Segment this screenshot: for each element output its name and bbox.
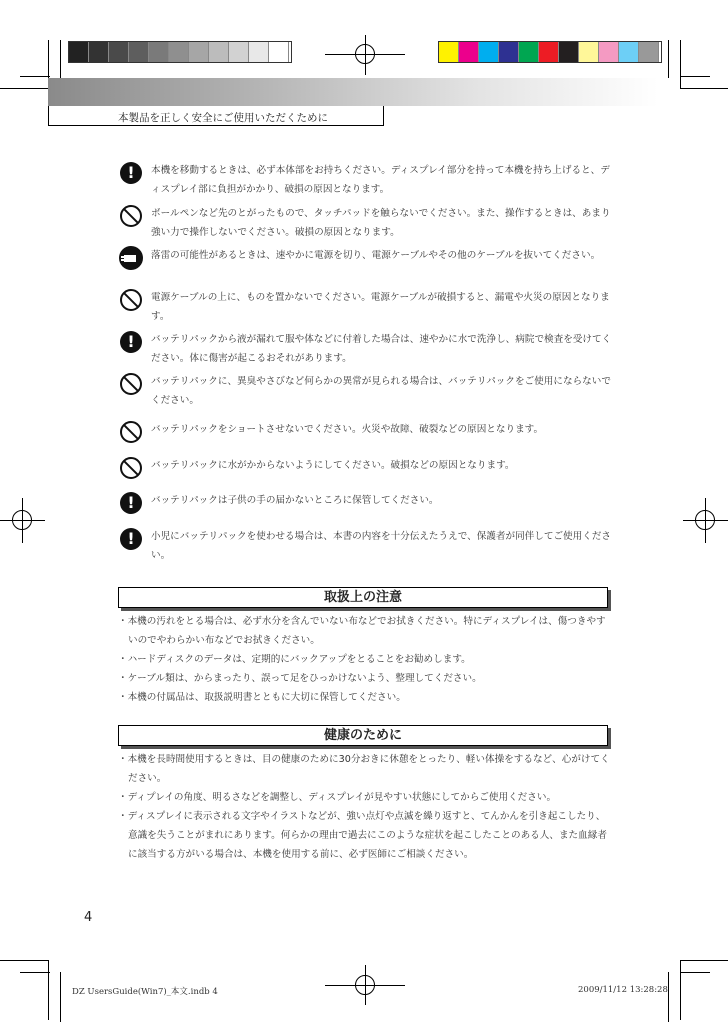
handling-list (118, 612, 612, 707)
exclamation-icon: ! (118, 490, 144, 516)
safety-text: ボールペンなど先のとがったもので、タッチパッドを触らないでください。また、操作するときは、あまり強い力で操作しないでください。破損の原因となります。 (151, 208, 611, 238)
safety-text: 本機を移動するときは、必ず本体部をお持ちください。ディスプレイ部分を持って本機を持ち上げると、ディスプレイ部に負担がかかり、破損の原因となります。 (151, 165, 610, 195)
color-swatch (439, 42, 459, 62)
color-bar (438, 41, 662, 63)
exclamation-icon: ! (118, 160, 144, 186)
prohibited-icon (118, 455, 144, 481)
registration-circle (355, 44, 375, 64)
list-item: ・ハードディスクのデータは、定期的にバックアップをとることをお勧めします。 (118, 654, 471, 665)
prohibited-icon (118, 371, 144, 397)
color-swatch (109, 42, 129, 62)
safety-text: バッテリパックに、異臭やさびなど何らかの異常が見られる場合は、バッテリパックをご使用にならないでください。 (151, 376, 611, 406)
color-swatch (459, 42, 479, 62)
safety-text: バッテリパックに水がかからないようにしてください。破損などの原因となります。 (151, 460, 515, 471)
crop-mark (680, 76, 710, 77)
crop-mark (680, 960, 681, 1020)
registration-circle (355, 975, 375, 995)
list-item: ・ディプレイの角度、明るさなどを調整し、ディスプレイが見やすい状態にしてからご使用ください。 (118, 792, 557, 803)
list-item: ・ディスプレイに表示される文字やイラストなどが、強い点灯や点滅を繰り返すと、てんかんを引き起こしたり、意識を失うことがまれにあります。何らかの理由で過去にこのような症状を起こしたことのある人、また血縁者に該当する方がいる場合は、本機を使用する前に、必ず医師にご相談ください。 (118, 811, 607, 860)
list-item: ・本機の汚れをとる場合は、必ず水分を含んでいない布などでお拭きください。特にディスプレイは、傷つきやすいのでやわらかい布などでお拭きください。 (118, 616, 606, 646)
list-item: ・本機の付属品は、取扱説明書とともに大切に保管してください。 (118, 692, 406, 703)
crop-mark (60, 40, 61, 78)
crop-mark (680, 972, 710, 973)
crop-mark (0, 88, 48, 89)
crop-mark (668, 972, 669, 1022)
crop-mark (48, 960, 49, 1020)
safety-text: バッテリパックから液が漏れて服や体などに付着した場合は、速やかに水で洗浄し、病院で検査を受けてください。体に傷害が起こるおそれがあります。 (151, 334, 612, 364)
health-list (118, 750, 612, 864)
unplug-icon (118, 245, 144, 271)
prohibited-icon (118, 287, 144, 313)
color-swatch (519, 42, 539, 62)
page-number: 4 (84, 910, 93, 925)
crop-mark (0, 960, 48, 961)
header-band (48, 78, 658, 106)
grayscale-bar (68, 41, 292, 63)
safety-text: 落雷の可能性があるときは、速やかに電源を切り、電源ケーブルやその他のケーブルを抜いてください。 (151, 250, 601, 261)
color-swatch (69, 42, 89, 62)
crop-mark (668, 40, 669, 78)
color-swatch (149, 42, 169, 62)
footer-timestamp: 2009/11/12 13:28:28 (578, 985, 668, 995)
safety-text: バッテリパックは子供の手の届かないところに保管してください。 (151, 495, 439, 506)
registration-circle (12, 510, 32, 530)
section-heading-health: 健康のために (118, 725, 608, 746)
color-swatch (559, 42, 579, 62)
safety-text: 小児にバッテリパックを使わせる場合は、本書の内容を十分伝えたうえで、保護者が同伴してご使用ください。 (151, 531, 612, 561)
crop-mark (680, 960, 728, 961)
list-item: ・ケーブル類は、からまったり、誤って足をひっかけないよう、整理してください。 (118, 673, 482, 684)
exclamation-icon: ! (118, 526, 144, 552)
color-swatch (579, 42, 599, 62)
color-swatch (599, 42, 619, 62)
color-swatch (539, 42, 559, 62)
footer-file: DZ UsersGuide(Win7)_本文.indb 4 (72, 987, 218, 997)
page-title: 本製品を正しく安全にご使用いただくために (118, 112, 328, 124)
registration-circle (695, 510, 715, 530)
prohibited-icon (118, 419, 144, 445)
color-swatch (269, 42, 289, 62)
color-swatch (619, 42, 639, 62)
crop-mark (20, 76, 50, 77)
list-item: ・本機を長時間使用するときは、目の健康のために30分おきに休憩をとったり、軽い体操をするなど、心がけてください。 (118, 754, 610, 784)
crop-mark (680, 88, 728, 89)
exclamation-icon: ! (118, 329, 144, 355)
color-swatch (129, 42, 149, 62)
crop-mark (60, 972, 61, 1022)
color-swatch (209, 42, 229, 62)
crop-mark (680, 40, 681, 88)
section-heading-handling: 取扱上の注意 (118, 587, 608, 608)
color-swatch (189, 42, 209, 62)
safety-text: 電源ケーブルの上に、ものを置かないでください。電源ケーブルが破損すると、漏電や火災の原因となります。 (151, 292, 610, 322)
crop-mark (20, 972, 50, 973)
color-swatch (499, 42, 519, 62)
color-swatch (249, 42, 269, 62)
color-swatch (479, 42, 499, 62)
color-swatch (169, 42, 189, 62)
safety-text: バッテリパックをショートさせないでください。火災や故障、破裂などの原因となります。 (151, 424, 544, 435)
prohibited-icon (118, 203, 144, 229)
color-swatch (229, 42, 249, 62)
color-swatch (89, 42, 109, 62)
color-swatch (639, 42, 659, 62)
